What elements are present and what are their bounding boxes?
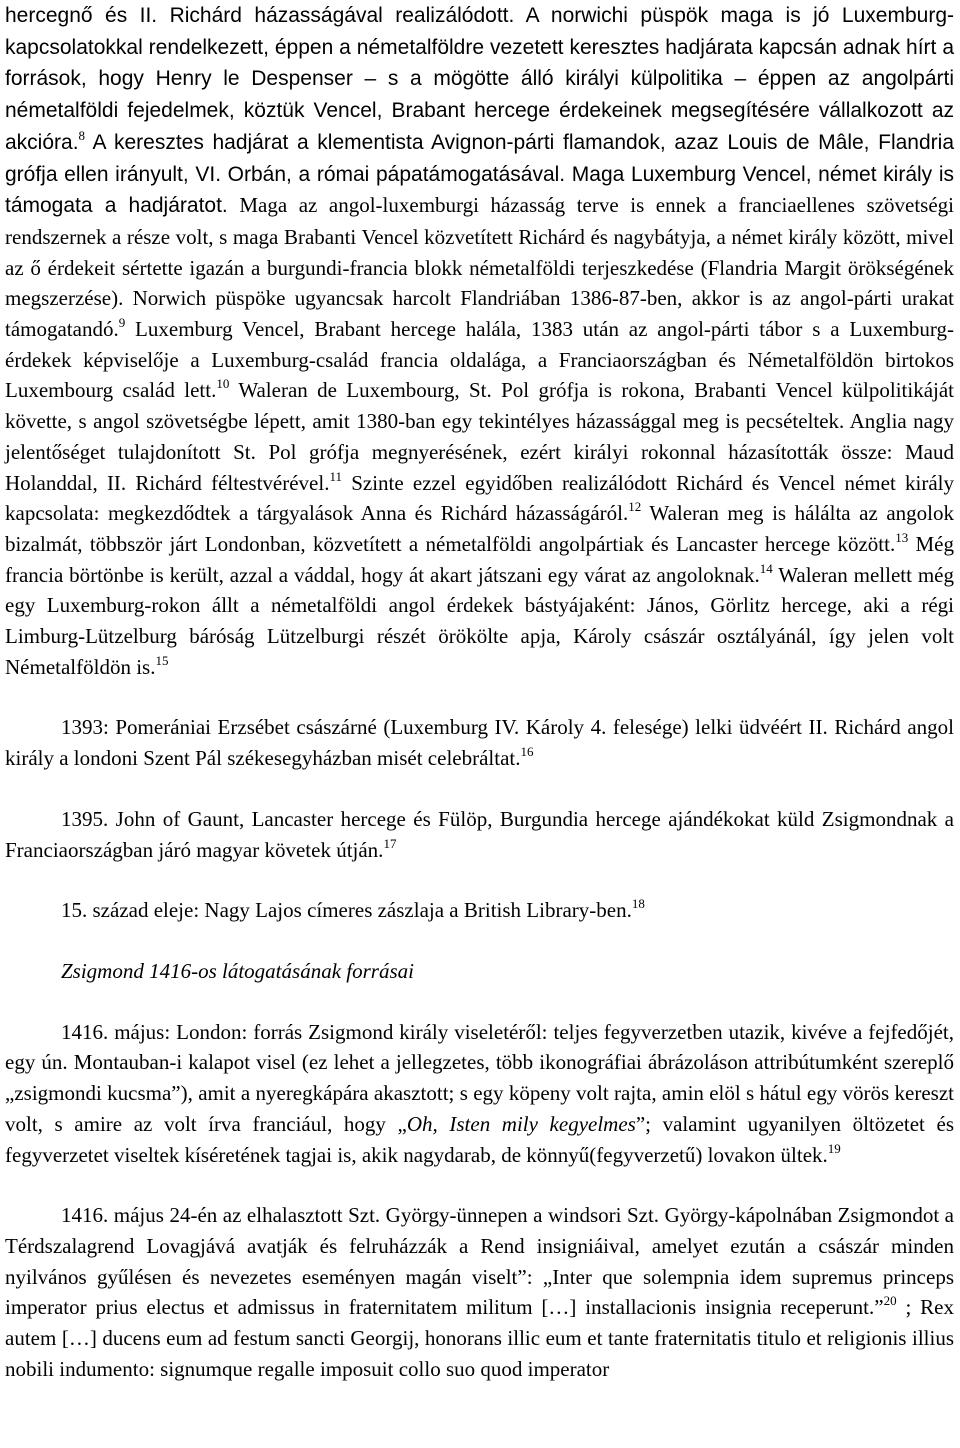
paragraph-text: Luxemburg Vencel, Brabant hercege halála, 1383 után az angol-párti tábor s a Luxemburg-érdekek képviselője a Luxemburg-család francia oldalága, a Franciaországban és Németalföldön birtokos Luxembourg család lett. — [5, 317, 954, 403]
footnote-ref[interactable]: 9 — [118, 315, 126, 331]
footnote-ref[interactable]: 20 — [883, 1293, 897, 1309]
paragraph-15th-century — [5, 895, 954, 926]
paragraph-text: 1416. május 24-én az elhalasztott Szt. György-ünnepen a windsori Szt. György-kápolnában Zsigmondot a Térdszalagrend Lovagjává avatják és felruházzák a Rend insigniáival, amelyet ezután a császár minden nyilvános gyűlésen és nevezetes eseményen magán viselt”: „Inter que solempnia idem supremus princeps imperator prius electus et admissus in fraternitatem militum […] installacionis insignia receperunt.” — [5, 1203, 954, 1320]
paragraph-text: Szinte ezzel egyidőben realizálódott Richárd és Vencel német király kapcsolata: megkezdődtek a tárgyalások Anna és Richárd házasságáról. — [5, 470, 954, 526]
paragraph-text: 15. század eleje: Nagy Lajos címeres zászlaja a British Library-ben. — [61, 898, 632, 923]
footnote-ref[interactable]: 12 — [628, 499, 642, 515]
footnote-ref[interactable]: 17 — [383, 835, 397, 851]
paragraph-1416-may-24 — [5, 1200, 954, 1384]
paragraph-text: 1395. John of Gaunt, Lancaster hercege és Fülöp, Burgundia hercege ajándékokat küld Zsigmondnak a Franciaországban járó magyar követek útján. — [5, 806, 954, 862]
footnote-ref[interactable]: 10 — [216, 376, 230, 392]
paragraph-1395 — [5, 804, 954, 865]
section-heading: Zsigmond 1416-os látogatásának forrásai — [61, 958, 414, 983]
footnote-ref[interactable]: 8 — [78, 127, 86, 143]
footnote-ref[interactable]: 16 — [520, 744, 534, 760]
paragraph-text: 1416. május: London: forrás Zsigmond király viseletéről: teljes fegyverzetben utazik, kivéve a fejfedőjét, egy ún. Montauban-i kalapot visel (ez lehet a jellegzetes, több ikonográfiai ábrázoláson attribútumként szereplő „zsigmondi kucsma”), amit a nyeregkápára akasztott; s egy köpeny volt rajta, amin elöl s hátul egy vörös kereszt volt, s amire az volt írva franciául, hogy „ — [5, 1019, 954, 1136]
footnote-ref[interactable]: 11 — [329, 468, 342, 484]
paragraph-1416-may — [5, 1017, 954, 1171]
italic-quote: Oh, Isten mily kegyelmes — [406, 1111, 636, 1136]
paragraph-text: ; Rex autem […] ducens eum ad festum sancti Georgij, honorans illic eum et tante fraternitatis titulo et religionis illius nobili indumento: signumque regalle imposuit collo suo quod imperator — [5, 1295, 954, 1381]
footnote-ref[interactable]: 14 — [759, 560, 773, 576]
paragraph-text: Waleran mellett még egy Luxemburg-rokon állt a németalföldi angol érdekek bástyájaként: János, Görlitz hercege, aki a régi Limburg-Lützelburg báróság Lützelburgi részét örökölte apja, Károly császár osztályánál, így jelen volt Németalföldön is. — [5, 562, 954, 679]
paragraph-text: hercegnő és II. Richárd házasságával realizálódott. A norwichi püspök maga is jó Luxemburg-kapcsolatokkal rendelkezett, éppen a németalföldre vezetett keresztes hadjárata kapcsán adnak hírt a források, hogy Henry le Despenser – s a mögötte álló királyi külpolitika – éppen az angolpárti németalföldi fejedelmek, köztük Vencel, Brabant hercege érdekeinek megsegítésére vállalkozott az akcióra. — [5, 4, 954, 154]
paragraph-luxemburg-connections — [5, 0, 954, 682]
paragraph-text: A keresztes hadjárat a klementista Avignon-párti flamandok, azaz Louis de Mâle, Flandria grófja ellen irányult, VI. Orbán, a római pápatámogatásával. Maga Luxemburg Vencel, német király is támogata a hadjáratot. — [5, 130, 954, 218]
footnote-ref[interactable]: 13 — [895, 529, 909, 545]
paragraph-text: Maga az angol-luxemburgi házasság terve is ennek a franciaellenes szövetségi rendszernek a része volt, s maga Brabanti Vencel közvetített Richárd és nagybátyja, a német király között, mivel az ő érdekeit sértette igazán a burgundi-francia blokk németalföldi terjeszkedése (Flandria Margit örökségének megszerzése). Norwich püspöke ugyancsak harcolt Flandriában 1386-87-ben, akkor is az angol-párti urakat támogatandó. — [5, 193, 954, 342]
paragraph-text: ”; valamint ugyanilyen öltözetet és fegyverzetet viseltek kíséretének tagjai is, akik nagydarab, de könnyű(fegyverzetű) lovakon ültek. — [5, 1111, 954, 1167]
footnote-ref[interactable]: 18 — [631, 896, 645, 912]
footnote-ref[interactable]: 15 — [155, 652, 169, 668]
paragraph-1393 — [5, 712, 954, 773]
paragraph-text: Waleran meg is hálálta az angolok bizalmát, többször járt Londonban, közvetített a németalföldi angolpártiak és Lancaster hercege között. — [5, 501, 954, 556]
footnote-ref[interactable]: 19 — [827, 1140, 841, 1156]
paragraph-text: Még francia börtönbe is került, azzal a váddal, hogy át akart játszani egy várat az angoloknak. — [5, 531, 954, 587]
paragraph-text: Waleran de Luxembourg, St. Pol grófja is rokona, Brabanti Vencel külpolitikáját követte, s angol szövetségbe lépett, amit 1380-ban egy tekintélyes házassággal meg is pecsételtek. Anglia nagy jelentőséget tulajdonított St. Pol grófja megnyerésének, ezért királyi rokonnal házasították össze: Maud Holanddal, II. Richárd féltestvérével. — [5, 378, 955, 495]
paragraph-text: 1393: Pomerániai Erzsébet császárné (Luxemburg IV. Károly 4. felesége) lelki üdvéért II. Richárd angol király a londoni Szent Pál székesegyházban misét celebráltat. — [5, 715, 954, 771]
